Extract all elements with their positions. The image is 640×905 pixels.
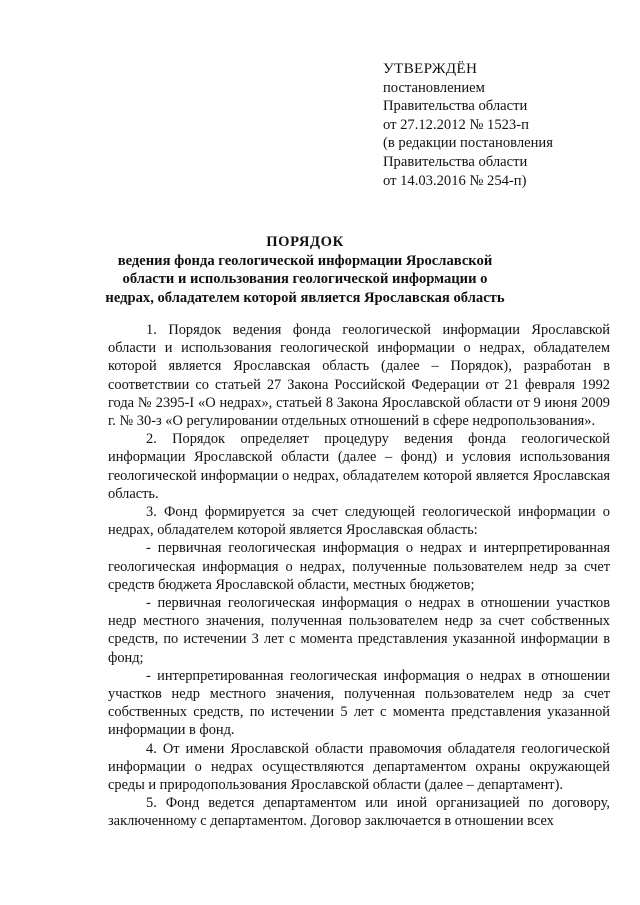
approval-line: Правительства области: [383, 153, 528, 170]
document-title: ПОРЯДОК: [266, 234, 344, 250]
document-body: [108, 321, 610, 831]
approval-line: Правительства области: [383, 98, 528, 115]
paragraph-2: 2. Порядок определяет процедуру ведения фонда геологической информации Ярославской области (далее – фонд) и условия использования геологической информации о недрах, обладателем которой является Ярославская область.: [108, 431, 610, 502]
approval-line: (в редакции постановления: [383, 135, 553, 152]
approval-line: постановлением: [383, 79, 485, 96]
list-item: - интерпретированная геологическая информация о недрах в отношении участков недр местного значения, полученная пользователем недр за счет собственных средств, по истечении 5 лет с момента представления указанной информации в фонд.: [108, 667, 610, 739]
paragraph-3: 3. Фонд формируется за счет следующей геологической информации о недрах, обладателем которой является Ярославская область:: [108, 504, 610, 539]
list-item: - первичная геологическая информация о недрах в отношении участков недр местного значения, полученная пользователем недр за счет собственных средств, по истечении 3 лет с момента представления указанной информации в фонд;: [108, 595, 610, 666]
approval-line: от 14.03.2016 № 254-п): [383, 172, 527, 189]
approval-title: УТВЕРЖДЁН: [383, 60, 478, 77]
paragraph-5: 5. Фонд ведется департаментом или иной организацией по договору, заключенному с департаментом. Договор заключается в отношении всех: [108, 795, 610, 830]
document-subtitle: ведения фонда геологической информации Ярославской области и использования геологической информации о недрах, обладателем которой является Ярославская область: [105, 252, 505, 306]
paragraph-4: 4. От имени Ярославской области правомочия обладателя геологической информации о недрах осуществляются департаментом охраны окружающей среды и природопользования Ярославской области (далее – департамент).: [108, 740, 610, 794]
paragraph-1: 1. Порядок ведения фонда геологической информации Ярославской области и использования геологической информации о недрах, обладателем которой является Ярославская область (далее – Порядок), разработан в соответствии со статьей 27 Закона Российской Федерации от 21 февраля 1992 года № 2395-I «О недрах», статьей 8 Закона Ярославской области от 9 июня 2009 г. № 30-з «О регулировании отдельных отношений в сфере недропользования».: [108, 322, 610, 430]
list-item: - первичная геологическая информация о недрах и интерпретированная геологическая информация о недрах, полученные пользователем недр за счет средств бюджета Ярославской области, местных бюджетов;: [108, 540, 610, 593]
document-heading: [100, 233, 510, 307]
approval-block: [383, 60, 633, 190]
approval-line: от 27.12.2012 № 1523-п: [383, 116, 529, 133]
